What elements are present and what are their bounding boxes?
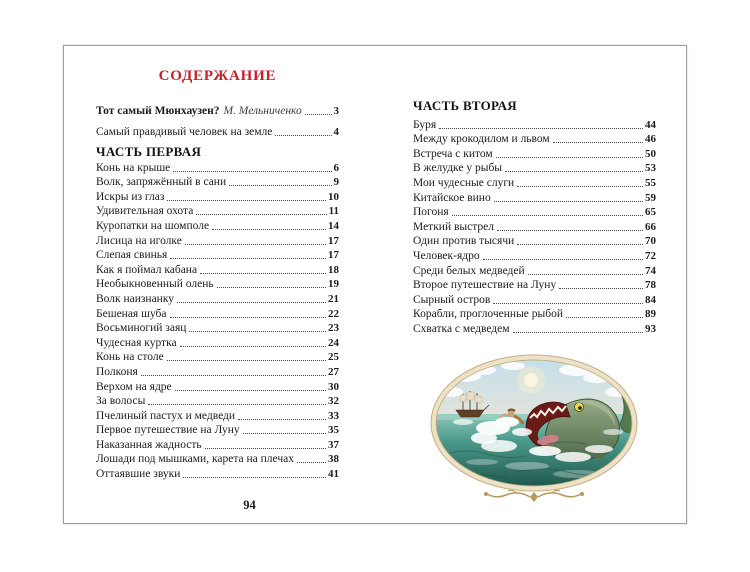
toc-entry bbox=[413, 219, 656, 234]
toc-entry-page: 24 bbox=[328, 336, 339, 349]
toc-entry-page: 6 bbox=[333, 161, 339, 174]
toc-leader-dots bbox=[494, 201, 643, 202]
toc-entry bbox=[413, 117, 656, 132]
toc-entry-label: За волосы bbox=[96, 395, 146, 408]
toc-left-column bbox=[96, 46, 339, 512]
toc-entry-page: 11 bbox=[328, 205, 339, 218]
toc-entry-page: 37 bbox=[328, 438, 339, 451]
toc-entry-page: 30 bbox=[328, 380, 339, 393]
toc-leader-dots bbox=[170, 258, 326, 259]
toc-entry-label: Первое путешествие на Луну bbox=[96, 424, 240, 437]
toc-entry-label: Необыкновенный олень bbox=[96, 278, 214, 291]
toc-entry bbox=[413, 263, 656, 278]
toc-entry-label: Наказанная жадность bbox=[96, 438, 202, 451]
toc-entry-page: 84 bbox=[645, 293, 656, 306]
toc-entry-label: Среди белых медведей bbox=[413, 264, 525, 277]
toc-intro-list bbox=[96, 97, 339, 139]
toc-right-column bbox=[413, 46, 656, 506]
toc-entry bbox=[413, 175, 656, 190]
toc-entry-page: 32 bbox=[328, 395, 339, 408]
toc-entry-label: Полконя bbox=[96, 365, 138, 378]
toc-entry bbox=[96, 394, 339, 409]
toc-leader-dots bbox=[528, 274, 643, 275]
toc-entry-page: 50 bbox=[645, 147, 656, 160]
toc-entry bbox=[96, 248, 339, 263]
toc-entry-label: Оттаявшие звуки bbox=[96, 468, 181, 481]
toc-leader-dots bbox=[517, 186, 643, 187]
toc-entry-label: Второе путешествие на Луну bbox=[413, 279, 557, 292]
toc-entry-author: М. Мельниченко bbox=[223, 105, 302, 117]
toc-entry bbox=[96, 277, 339, 292]
toc-entry bbox=[413, 321, 656, 336]
book-page bbox=[63, 45, 687, 524]
toc-entry bbox=[96, 423, 339, 438]
toc-entry-label: Лошади под мышками, карета на плечах bbox=[96, 453, 294, 466]
toc-leader-dots bbox=[243, 433, 326, 434]
toc-entry-label: Меткий выстрел bbox=[413, 220, 494, 233]
sea-monster-illustration bbox=[427, 354, 643, 506]
toc-entry-page: 14 bbox=[328, 219, 339, 232]
toc-entry bbox=[96, 364, 339, 379]
toc-entry-label: Искры из глаз bbox=[96, 190, 165, 203]
toc-entry bbox=[413, 278, 656, 293]
toc-entry-label: Тот самый Мюнхаузен? bbox=[96, 105, 220, 117]
toc-leader-dots bbox=[297, 462, 326, 463]
toc-entry-page: 59 bbox=[645, 191, 656, 204]
toc-entry bbox=[96, 321, 339, 336]
toc-entry-label: Между крокодилом и львом bbox=[413, 133, 550, 146]
toc-entry-page: 33 bbox=[328, 409, 339, 422]
toc-entry bbox=[413, 205, 656, 220]
toc-entry-label: Конь на столе bbox=[96, 351, 164, 364]
toc-entry-label: Волк наизнанку bbox=[96, 292, 175, 305]
toc-entry-page: 4 bbox=[333, 126, 339, 138]
toc-entry-label: Конь на крыше bbox=[96, 161, 171, 174]
toc-entry-label: Удивительная охота bbox=[96, 205, 194, 218]
toc-entry-page: 74 bbox=[645, 264, 656, 277]
toc-entry bbox=[96, 262, 339, 277]
toc-entry-label: Встреча с китом bbox=[413, 147, 493, 160]
toc-entry bbox=[413, 190, 656, 205]
toc-entry-page: 10 bbox=[328, 190, 339, 203]
toc-entry-label: Пчелиный пастух и медведи bbox=[96, 409, 236, 422]
toc-entry bbox=[96, 189, 339, 204]
toc-entry-page: 66 bbox=[645, 220, 656, 233]
toc-entry-page: 65 bbox=[645, 206, 656, 219]
toc-entry-page: 41 bbox=[328, 468, 339, 481]
toc-leader-dots bbox=[517, 244, 643, 245]
toc-entry-label: Буря bbox=[413, 118, 437, 131]
toc-leader-dots bbox=[505, 171, 643, 172]
toc-entry-page: 22 bbox=[328, 307, 339, 320]
toc-entry bbox=[96, 306, 339, 321]
toc-entry bbox=[96, 437, 339, 452]
toc-entry bbox=[96, 335, 339, 350]
toc-entry bbox=[96, 175, 339, 190]
toc-entry bbox=[96, 218, 339, 233]
toc-entry-page: 17 bbox=[328, 249, 339, 262]
toc-entry bbox=[96, 466, 339, 481]
toc-leader-dots bbox=[170, 317, 327, 318]
toc-entry-page: 18 bbox=[328, 263, 339, 276]
toc-leader-dots bbox=[185, 244, 326, 245]
toc-entry-label: Верхом на ядре bbox=[96, 380, 172, 393]
toc-leader-dots bbox=[452, 215, 643, 216]
part-two-heading: ЧАСТЬ ВТОРАЯ bbox=[413, 98, 517, 113]
toc-entry-page: 70 bbox=[645, 235, 656, 248]
toc-entry-label: Сырный остров bbox=[413, 293, 491, 306]
toc-entry-page: 93 bbox=[645, 322, 656, 335]
toc-entry-page: 9 bbox=[333, 176, 339, 189]
toc-entry bbox=[96, 452, 339, 467]
page-number: 94 bbox=[243, 498, 256, 512]
sun bbox=[524, 373, 538, 387]
toc-entry-label: Погоня bbox=[413, 206, 449, 219]
toc-part-two-list bbox=[413, 117, 656, 336]
toc-entry-label: Лисица на иголке bbox=[96, 234, 182, 247]
toc-leader-dots bbox=[167, 360, 326, 361]
toc-entry-label: Мои чудесные слуги bbox=[413, 176, 515, 189]
toc-leader-dots bbox=[189, 331, 326, 332]
toc-leader-dots bbox=[167, 200, 326, 201]
toc-leader-dots bbox=[513, 332, 643, 333]
toc-entry-page: 19 bbox=[328, 278, 339, 291]
toc-entry-page: 78 bbox=[645, 279, 656, 292]
toc-entry-label: Корабли, проглоченные рыбой bbox=[413, 308, 564, 321]
toc-entry bbox=[413, 146, 656, 161]
toc-entry bbox=[96, 160, 339, 175]
toc-entry-page: 35 bbox=[328, 424, 339, 437]
toc-entry-label: Куропатки на шомполе bbox=[96, 219, 210, 232]
toc-entry bbox=[96, 350, 339, 365]
toc-leader-dots bbox=[229, 185, 331, 186]
toc-leader-dots bbox=[566, 317, 643, 318]
toc-entry bbox=[413, 234, 656, 249]
toc-leader-dots bbox=[497, 230, 643, 231]
toc-entry-page: 89 bbox=[645, 308, 656, 321]
toc-entry-label: Самый правдивый человек на земле bbox=[96, 126, 273, 138]
toc-entry bbox=[413, 132, 656, 147]
toc-entry-page: 38 bbox=[328, 453, 339, 466]
toc-entry bbox=[96, 379, 339, 394]
toc-entry bbox=[96, 118, 339, 139]
toc-entry-label: Как я поймал кабана bbox=[96, 263, 198, 276]
toc-leader-dots bbox=[148, 404, 326, 405]
toc-leader-dots bbox=[275, 135, 331, 136]
toc-entry bbox=[96, 291, 339, 306]
toc-entry bbox=[413, 248, 656, 263]
toc-entry bbox=[413, 161, 656, 176]
toc-entry-page: 21 bbox=[328, 292, 339, 305]
toc-entry-page: 3 bbox=[333, 105, 339, 117]
toc-entry bbox=[96, 233, 339, 248]
toc-entry-label: Человек-ядро bbox=[413, 249, 480, 262]
toc-entry-label: В желудке у рыбы bbox=[413, 162, 503, 175]
toc-entry-label: Волк, запряжённый в сани bbox=[96, 176, 227, 189]
toc-leader-dots bbox=[200, 273, 326, 274]
sea-monster-vignette-svg bbox=[427, 354, 643, 506]
toc-leader-dots bbox=[180, 346, 326, 347]
toc-entry-label: Восьминогий заяц bbox=[96, 322, 187, 335]
toc-leader-dots bbox=[177, 302, 326, 303]
toc-leader-dots bbox=[439, 128, 643, 129]
ornament-flourish bbox=[484, 490, 584, 502]
toc-entry-page: 55 bbox=[645, 176, 656, 189]
toc-entry-page: 25 bbox=[328, 351, 339, 364]
toc-entry-page: 53 bbox=[645, 162, 656, 175]
toc-entry-label: Чудесная куртка bbox=[96, 336, 177, 349]
toc-leader-dots bbox=[559, 288, 643, 289]
toc-entry-page: 46 bbox=[645, 133, 656, 146]
toc-entry-label: Бешеная шуба bbox=[96, 307, 167, 320]
toc-entry bbox=[96, 204, 339, 219]
toc-leader-dots bbox=[493, 303, 643, 304]
toc-leader-dots bbox=[196, 214, 326, 215]
toc-entry-page: 72 bbox=[645, 249, 656, 262]
toc-leader-dots bbox=[305, 114, 332, 115]
toc-entry-label: Схватка с медведем bbox=[413, 322, 510, 335]
toc-leader-dots bbox=[173, 171, 331, 172]
toc-entry bbox=[96, 97, 339, 118]
toc-entry-page: 44 bbox=[645, 118, 656, 131]
toc-entry-page: 27 bbox=[328, 365, 339, 378]
toc-leader-dots bbox=[483, 259, 643, 260]
toc-entry-label: Китайское вино bbox=[413, 191, 491, 204]
toc-leader-dots bbox=[141, 375, 326, 376]
toc-part-one-list bbox=[96, 160, 339, 481]
toc-leader-dots bbox=[496, 157, 643, 158]
toc-entry-label: Слепая свинья bbox=[96, 249, 168, 262]
toc-entry-page: 23 bbox=[328, 322, 339, 335]
part-one-heading: ЧАСТЬ ПЕРВАЯ bbox=[96, 144, 202, 159]
toc-entry bbox=[413, 307, 656, 322]
toc-leader-dots bbox=[183, 477, 326, 478]
toc-entry bbox=[413, 292, 656, 307]
toc-leader-dots bbox=[212, 229, 326, 230]
toc-entry-label: Один против тысячи bbox=[413, 235, 515, 248]
toc-leader-dots bbox=[217, 287, 326, 288]
toc-leader-dots bbox=[205, 448, 326, 449]
toc-entry-page: 17 bbox=[328, 234, 339, 247]
toc-title: СОДЕРЖАНИЕ bbox=[158, 68, 277, 84]
toc-leader-dots bbox=[175, 390, 326, 391]
toc-entry bbox=[96, 408, 339, 423]
toc-leader-dots bbox=[238, 419, 326, 420]
toc-leader-dots bbox=[553, 142, 643, 143]
